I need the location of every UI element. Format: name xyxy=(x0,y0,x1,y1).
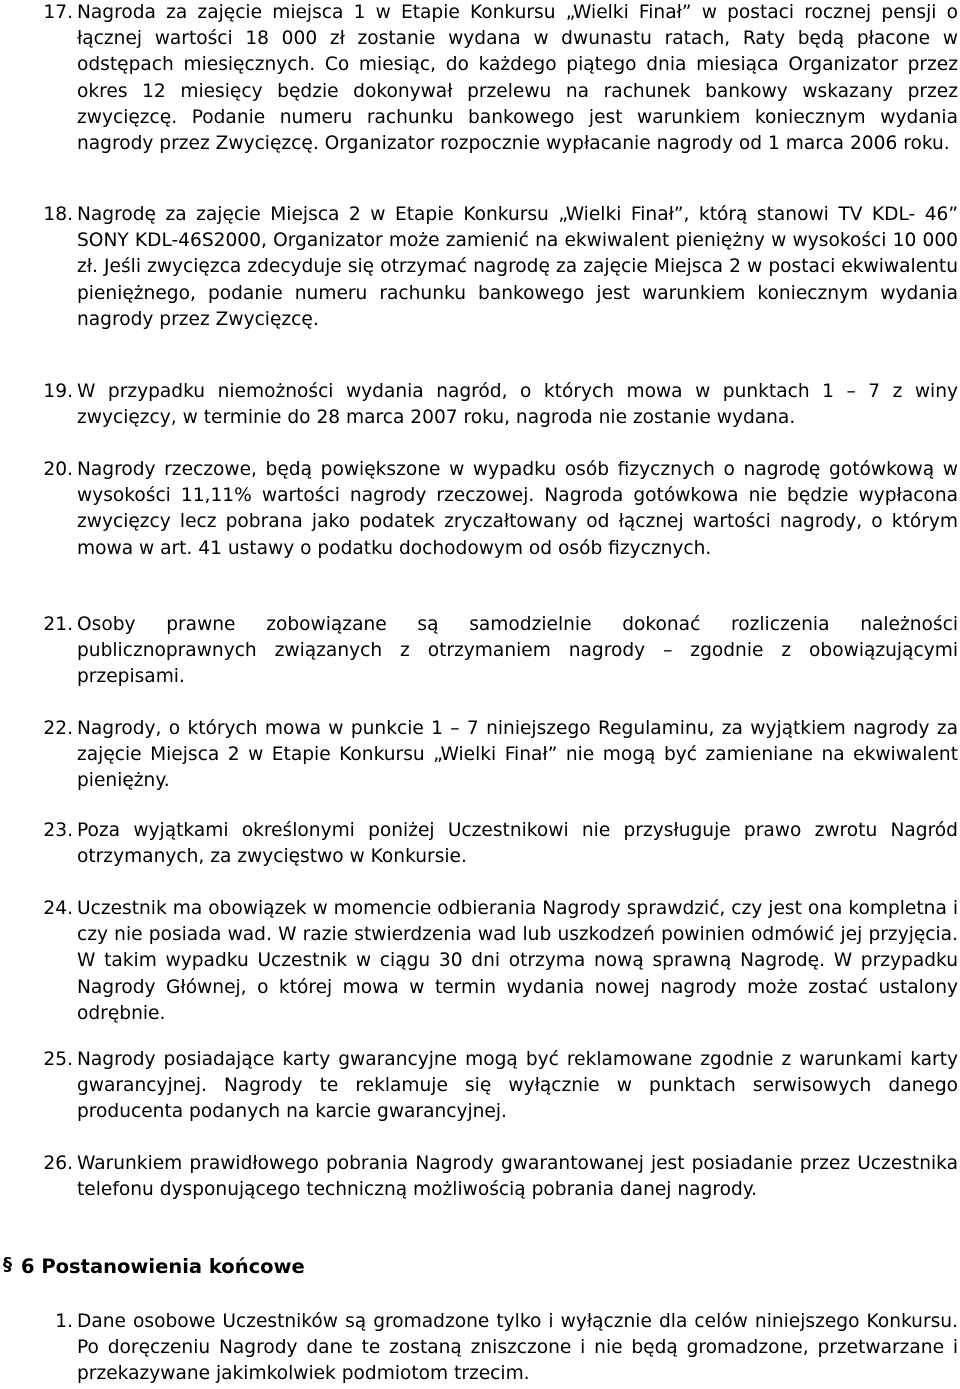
list-item-18 xyxy=(0,202,958,333)
list-item-20 xyxy=(0,457,958,562)
item-number: 18. xyxy=(43,204,73,225)
item-number: 17. xyxy=(43,2,73,23)
final-list-item-1 xyxy=(0,1309,958,1388)
item-text: Nagrodę za zajęcie Miejsca 2 w Etapie Konkursu „Wielki Finał”, którą stanowi TV KDL- 46” SONY KDL-46S2000, Organizator może zamienić na ekwiwalent pieniężny w wysokości 10 000 zł. Jeśli zwycięzca zdecyduje się otrzymać nagrodę za zajęcie Miejsca 2 w postaci ekwiwalentu pieniężnego, podanie numeru rachunku bankowego jest warunkiem koniecznym wydania nagrody przez Zwycięzcę. xyxy=(77,204,958,330)
list-item-26 xyxy=(0,1151,958,1203)
item-number: 20. xyxy=(43,459,73,480)
item-text: Nagrody rzeczowe, będą powiększone w wypadku osób fizycznych o nagrodę gotówkową w wysokości 11,11% wartości nagrody rzeczowej. Nagroda gotówkowa nie będzie wypłacona zwycięzcy lecz pobrana jako podatek zryczałtowany od łącznej wartości nagrody, o którym mowa w art. 41 ustawy o podatku dochodowym od osób fizycznych. xyxy=(77,459,958,559)
item-text: Dane osobowe Uczestników są gromadzone tylko i wyłącznie dla celów niniejszego Konkursu. Po doręczeniu Nagrody dane te zostaną zniszczone i nie będą gromadzone, przetwarzane i przekazywane jakimkolwiek podmiotom trzecim. xyxy=(77,1311,958,1385)
item-number: 22. xyxy=(43,718,73,739)
section-marker-icon-glyph xyxy=(1,1253,17,1273)
svg-text:§: § xyxy=(3,1254,12,1273)
list-item-21 xyxy=(0,612,958,691)
section-title: 6 Postanowienia końcowe xyxy=(21,1255,305,1278)
section-heading xyxy=(0,1253,305,1281)
section-marker-icon xyxy=(0,1253,18,1281)
item-text: Poza wyjątkami określonymi poniżej Uczestnikowi nie przysługuje prawo zwrotu Nagród otrzymanych, za zwycięstwo w Konkursie. xyxy=(77,820,958,868)
item-text: Nagrody posiadające karty gwarancyjne mogą być reklamowane zgodnie z warunkami karty gwarancyjnej. Nagrody te reklamuje się wyłącznie w punktach serwisowych danego producenta podanych na karcie gwarancyjnej. xyxy=(77,1049,958,1123)
list-item-19 xyxy=(0,379,958,431)
item-number: 19. xyxy=(43,381,73,402)
item-text: Uczestnik ma obowiązek w momencie odbierania Nagrody sprawdzić, czy jest ona kompletna i czy nie posiada wad. W razie stwierdzenia wad lub uszkodzeń powinien odmówić jej przyjęcia. W takim wypadku Uczestnik w ciągu 30 dni otrzyma nową sprawną Nagrodę. W przypadku Nagrody Głównej, o której mowa w termin wydania nowej nagrody może zostać ustalony odrębnie. xyxy=(77,898,958,1024)
item-text: Nagroda za zajęcie miejsca 1 w Etapie Konkursu „Wielki Finał” w postaci rocznej pensji o łącznej wartości 18 000 zł zostanie wydana w dwunastu ratach, Raty będą płacone w odstępach miesięcznych. Co miesiąc, do każdego piątego dnia miesiąca Organizator przez okres 12 miesięcy będzie dokonywał przelewu na rachunek bankowy wskazany przez zwycięzcę. Podanie numeru rachunku bankowego jest warunkiem koniecznym wydania nagrody przez Zwycięzcę. Organizator rozpocznie wypłacanie nagrody od 1 marca 2006 roku. xyxy=(77,2,958,155)
item-text: Nagrody, o których mowa w punkcie 1 – 7 niniejszego Regulaminu, za wyjątkiem nagrody za zajęcie Miejsca 2 w Etapie Konkursu „Wielki Finał” nie mogą być zamieniane na ekwiwalent pieniężny. xyxy=(77,718,958,792)
item-number: 26. xyxy=(43,1153,73,1174)
item-text: W przypadku niemożności wydania nagród, o których mowa w punktach 1 – 7 z winy zwycięzcy, w terminie do 28 marca 2007 roku, nagroda nie zostanie wydana. xyxy=(77,381,958,429)
item-number: 1. xyxy=(55,1311,73,1332)
item-number: 25. xyxy=(43,1049,73,1070)
item-text: Warunkiem prawidłowego pobrania Nagrody gwarantowanej jest posiadanie przez Uczestnika telefonu dysponującego techniczną możliwością pobrania danej nagrody. xyxy=(77,1153,958,1201)
list-item-25 xyxy=(0,1047,958,1126)
list-item-17 xyxy=(0,0,958,157)
item-number: 23. xyxy=(43,820,73,841)
list-item-22 xyxy=(0,716,958,795)
item-number: 21. xyxy=(43,614,73,635)
list-item-23 xyxy=(0,818,958,870)
item-text: Osoby prawne zobowiązane są samodzielnie dokonać rozliczenia należności publicznoprawnych związanych z otrzymaniem nagrody – zgodnie z obowiązującymi przepisami. xyxy=(77,614,958,688)
item-number: 24. xyxy=(43,898,73,919)
list-item-24 xyxy=(0,896,958,1027)
